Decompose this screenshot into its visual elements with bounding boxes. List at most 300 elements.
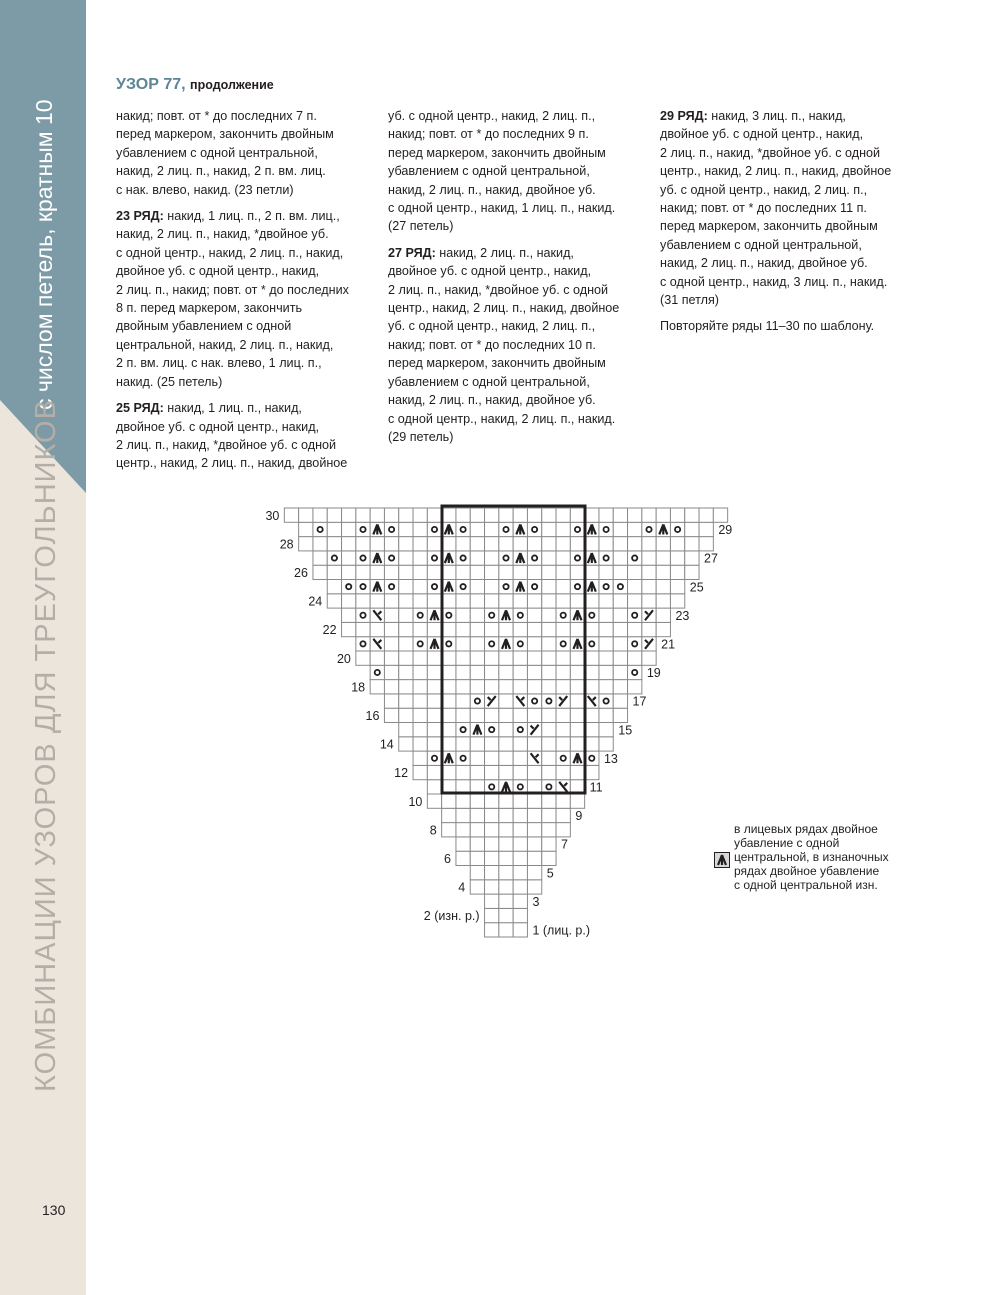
chart-cell	[613, 608, 627, 622]
chart-cell	[442, 708, 456, 722]
row-number-label: 4	[458, 880, 466, 895]
chart-cell	[670, 537, 684, 551]
instruction-text: убавлением с одной центральной,	[388, 164, 590, 179]
chart-cell	[413, 551, 427, 565]
chart-cell	[384, 637, 398, 651]
chart-cell	[342, 622, 356, 636]
instruction-text: накид; повт. от * до последних 9 п.	[388, 127, 589, 142]
chart-cell	[513, 737, 527, 751]
chart-cell	[542, 723, 556, 737]
chart-cell	[570, 565, 584, 579]
chart-cell	[599, 737, 613, 751]
chart-cell	[456, 651, 470, 665]
row-label: 29 РЯД:	[660, 109, 708, 123]
chart-cell	[356, 637, 370, 651]
chart-cell	[456, 508, 470, 522]
chart-cell	[442, 608, 456, 622]
chart-cell	[513, 751, 527, 765]
chart-cell	[556, 680, 570, 694]
chart-cell	[485, 708, 499, 722]
chart-cell	[399, 594, 413, 608]
chart-cell	[656, 594, 670, 608]
chart-cell	[413, 565, 427, 579]
chart-cell	[542, 522, 556, 536]
chart-cell	[384, 680, 398, 694]
chart-cell	[470, 637, 484, 651]
instruction-text: накид; повт. от * до последних 10 п.	[388, 337, 596, 352]
chart-cell	[570, 708, 584, 722]
chart-cell	[485, 794, 499, 808]
chart-cell	[299, 508, 313, 522]
chart-cell	[499, 551, 513, 565]
chart-cell	[485, 565, 499, 579]
chart-cell	[556, 723, 570, 737]
chart-cell	[556, 608, 570, 622]
chart-cell	[642, 622, 656, 636]
chart-cell	[485, 723, 499, 737]
chart-cell	[499, 537, 513, 551]
chart-cell	[542, 537, 556, 551]
chart-cell	[413, 637, 427, 651]
chart-cell	[342, 522, 356, 536]
chart-cell	[613, 680, 627, 694]
instruction-text: перед маркером, закончить двойным	[660, 219, 878, 234]
chart-cell	[513, 665, 527, 679]
chart-cell	[370, 565, 384, 579]
chart-cell	[499, 580, 513, 594]
chart-cell	[599, 694, 613, 708]
row-number-label: 16	[365, 709, 380, 723]
chart-cell	[570, 765, 584, 779]
chart-cell	[370, 508, 384, 522]
chart-cell	[527, 522, 541, 536]
chart-cell	[513, 723, 527, 737]
chart-cell	[427, 680, 441, 694]
chart-cell	[456, 694, 470, 708]
chart-cell	[384, 551, 398, 565]
chart-cell	[470, 651, 484, 665]
chart-cell	[499, 508, 513, 522]
chart-cell	[542, 765, 556, 779]
chart-cell	[485, 551, 499, 565]
chart-cell	[542, 737, 556, 751]
chart-cell	[313, 522, 327, 536]
chart-cell	[542, 551, 556, 565]
row-number-label: 2 (изн. р.)	[423, 909, 480, 924]
chart-cell	[442, 765, 456, 779]
chart-cell	[527, 608, 541, 622]
chart-cell	[485, 622, 499, 636]
chart-cell	[499, 694, 513, 708]
chart-cell	[613, 665, 627, 679]
chart-cell	[556, 665, 570, 679]
chart-cell	[470, 851, 484, 865]
chart-cell	[542, 665, 556, 679]
row-number-label: 8	[429, 823, 437, 838]
chart-cell	[470, 866, 484, 880]
chart-cell	[356, 580, 370, 594]
chart-cell	[470, 794, 484, 808]
chart-cell	[670, 522, 684, 536]
chart-cell	[384, 622, 398, 636]
chart-cell	[399, 723, 413, 737]
chart-cell	[599, 508, 613, 522]
chart-cell	[527, 594, 541, 608]
chart-cell	[670, 565, 684, 579]
chart-cell	[613, 580, 627, 594]
instruction-text: накид, 1 лиц. п., 2 п. вм. лиц.,	[163, 209, 340, 224]
chart-cell	[499, 594, 513, 608]
chart-cell	[556, 594, 570, 608]
chart-cell	[527, 680, 541, 694]
chart-cell	[313, 565, 327, 579]
chart-cell	[542, 622, 556, 636]
chart-cell	[513, 908, 527, 922]
chart-cell	[427, 522, 441, 536]
chart-cell	[599, 651, 613, 665]
chart-cell	[642, 594, 656, 608]
chart-cell	[313, 537, 327, 551]
chart-cell	[513, 594, 527, 608]
chart-cell	[499, 794, 513, 808]
chart-cell	[342, 594, 356, 608]
chart-cell	[513, 765, 527, 779]
chart-cell	[670, 594, 684, 608]
chart-cell	[513, 508, 527, 522]
chart-cell	[542, 651, 556, 665]
chart-cell	[542, 708, 556, 722]
chart-cell	[485, 522, 499, 536]
chart-cell	[456, 637, 470, 651]
instruction-text: 2 лиц. п., накид, *двойное уб. с одной	[660, 145, 881, 160]
chart-cell	[456, 737, 470, 751]
chart-cell	[613, 622, 627, 636]
instruction-text: с нак. влево, накид. (23 петли)	[116, 182, 294, 197]
chart-cell	[427, 765, 441, 779]
chart-cell	[384, 708, 398, 722]
chart-cell	[427, 537, 441, 551]
instruction-text: 8 п. перед маркером, закончить	[116, 301, 303, 316]
chart-cell	[470, 594, 484, 608]
row-number-label: 19	[646, 666, 661, 681]
chart-cell	[470, 537, 484, 551]
chart-cell	[442, 694, 456, 708]
instruction-text: накид. (25 петель)	[116, 374, 223, 389]
chart-cell	[470, 522, 484, 536]
chart-cell	[628, 665, 642, 679]
chart-cell	[527, 808, 541, 822]
chart-cell	[499, 622, 513, 636]
chart-cell	[642, 508, 656, 522]
instruction-text: накид, 3 лиц. п., накид,	[707, 109, 846, 123]
instruction-text: убавлением с одной центральной,	[116, 145, 318, 160]
chart-cell	[427, 622, 441, 636]
chart-cell	[656, 580, 670, 594]
chart-cell	[599, 551, 613, 565]
chart-cell	[456, 665, 470, 679]
chart-cell	[442, 594, 456, 608]
chart-cell	[485, 594, 499, 608]
chart-cell	[585, 737, 599, 751]
double-decrease-icon	[714, 852, 730, 868]
chart-cell	[427, 551, 441, 565]
chart-cell	[485, 665, 499, 679]
row-number-label: 14	[379, 737, 394, 752]
chart-cell	[442, 723, 456, 737]
chart-cell	[399, 508, 413, 522]
chart-cell	[599, 565, 613, 579]
chart-cell	[413, 751, 427, 765]
chart-cell	[342, 580, 356, 594]
chart-cell	[542, 680, 556, 694]
chart-cell	[442, 823, 456, 837]
chart-cell	[527, 665, 541, 679]
chart-cell	[556, 708, 570, 722]
chart-cell	[399, 637, 413, 651]
chart-cell	[613, 508, 627, 522]
chart-cell	[499, 908, 513, 922]
chart-cell	[642, 580, 656, 594]
instruction-text: двойное уб. с одной центр., накид,	[116, 264, 320, 279]
chart-cell	[642, 565, 656, 579]
chart-cell	[442, 737, 456, 751]
chart-cell	[685, 508, 699, 522]
chart-cell	[427, 723, 441, 737]
chart-cell	[513, 923, 527, 937]
chart-cell	[527, 837, 541, 851]
chart-cell	[499, 723, 513, 737]
legend-line: центральной, в изнаночных	[734, 850, 889, 864]
chart-cell	[485, 866, 499, 880]
chart-cell	[442, 637, 456, 651]
pattern-title: УЗОР 77,	[116, 76, 186, 93]
chart-cell	[384, 665, 398, 679]
chart-cell	[427, 580, 441, 594]
chart-cell	[527, 765, 541, 779]
chart-cell	[384, 580, 398, 594]
chart-cell	[499, 880, 513, 894]
chart-cell	[613, 694, 627, 708]
chart-cell	[456, 537, 470, 551]
chart-cell	[399, 708, 413, 722]
chart-cell	[284, 508, 298, 522]
chart-cell	[485, 580, 499, 594]
chart-grid	[284, 508, 727, 937]
instruction-text: накид, 2 лиц. п., накид, 2 п. вм. лиц.	[116, 164, 326, 179]
chart-cell	[327, 537, 341, 551]
chart-cell	[556, 622, 570, 636]
chart-cell	[342, 608, 356, 622]
chart-cell	[656, 622, 670, 636]
chart-cell	[370, 594, 384, 608]
chart-cell	[570, 723, 584, 737]
chart-cell	[356, 608, 370, 622]
chart-cell	[556, 565, 570, 579]
chart-cell	[542, 637, 556, 651]
chart-cell	[613, 565, 627, 579]
chart-cell	[413, 594, 427, 608]
chart-cell	[585, 637, 599, 651]
chart-cell	[585, 537, 599, 551]
chart-cell	[527, 565, 541, 579]
chart-cell	[413, 737, 427, 751]
chart-cell	[570, 651, 584, 665]
chart-cell	[470, 808, 484, 822]
chart-cell	[613, 551, 627, 565]
chart-cell	[442, 665, 456, 679]
chart-cell	[384, 608, 398, 622]
row-number-label: 11	[589, 780, 603, 795]
chart-cell	[327, 551, 341, 565]
chart-cell	[542, 751, 556, 765]
row-number-label: 27	[704, 551, 718, 566]
chart-cell	[485, 751, 499, 765]
chart-cell	[413, 537, 427, 551]
chart-cell	[513, 837, 527, 851]
chart-cell	[542, 508, 556, 522]
instruction-text: 2 п. вм. лиц. с нак. влево, 1 лиц. п.,	[116, 356, 322, 371]
chart-cell	[628, 608, 642, 622]
chart-cell	[470, 665, 484, 679]
chart-cell	[599, 708, 613, 722]
chart-cell	[384, 508, 398, 522]
chart-cell	[370, 537, 384, 551]
chart-cell	[342, 508, 356, 522]
chart-cell	[413, 608, 427, 622]
chart-cell	[599, 665, 613, 679]
chart-cell	[384, 522, 398, 536]
chart-cell	[542, 837, 556, 851]
instruction-text: (31 петля)	[660, 293, 719, 308]
chart-cell	[456, 580, 470, 594]
chart-cell	[442, 680, 456, 694]
legend-line: убавление с одной	[734, 836, 840, 850]
chart-cell	[599, 580, 613, 594]
chart-cell	[485, 894, 499, 908]
chart-cell	[485, 823, 499, 837]
chart-cell	[456, 551, 470, 565]
chart-cell	[456, 765, 470, 779]
instruction-text: накид, 2 лиц. п., накид, двойное уб.	[388, 393, 596, 408]
chart-cell	[485, 923, 499, 937]
chart-cell	[442, 508, 456, 522]
instruction-text: накид; повт. от * до последних 7 п.	[116, 109, 317, 123]
chart-cell	[356, 537, 370, 551]
chart-cell	[399, 737, 413, 751]
chart-cell	[556, 637, 570, 651]
instruction-text: перед маркером, закончить двойным	[388, 356, 606, 371]
chart-cell	[470, 508, 484, 522]
chart-cell	[585, 608, 599, 622]
instruction-text: двойное уб. с одной центр., накид,	[116, 419, 320, 434]
chart-cell	[599, 723, 613, 737]
chart-cell	[599, 680, 613, 694]
chart-cell	[356, 594, 370, 608]
chart-cell	[327, 580, 341, 594]
instruction-text: перед маркером, закончить двойным	[388, 145, 606, 160]
chart-cell	[413, 651, 427, 665]
chart-cell	[485, 737, 499, 751]
chart-cell	[485, 908, 499, 922]
chart-cell	[356, 651, 370, 665]
chart-cell	[527, 851, 541, 865]
chart-cell	[413, 622, 427, 636]
row-number-label: 29	[718, 523, 733, 538]
chart-cell	[513, 894, 527, 908]
chart-cell	[570, 508, 584, 522]
chart-cell	[685, 551, 699, 565]
row-number-label: 30	[265, 508, 280, 523]
chart-cell	[342, 565, 356, 579]
chart-cell	[527, 794, 541, 808]
chart-cell	[313, 551, 327, 565]
chart-cell	[399, 694, 413, 708]
chart-cell	[499, 737, 513, 751]
chart-cell	[470, 608, 484, 622]
chart-cell	[399, 651, 413, 665]
chart-cell	[513, 808, 527, 822]
chart-cell	[527, 694, 541, 708]
chart-cell	[585, 665, 599, 679]
chart-cell	[513, 708, 527, 722]
chart-cell	[542, 565, 556, 579]
chart-cell	[628, 680, 642, 694]
chart-cell	[513, 637, 527, 651]
chart-cell	[513, 622, 527, 636]
chart-cell	[427, 594, 441, 608]
chart-cell	[585, 708, 599, 722]
legend-line: рядах двойное убавление	[734, 864, 880, 878]
chart-cell	[628, 551, 642, 565]
chart-cell	[585, 751, 599, 765]
chart-cell	[427, 794, 441, 808]
chart-cell	[556, 737, 570, 751]
chart-cell	[527, 508, 541, 522]
chart-cell	[399, 680, 413, 694]
row-number-label: 15	[618, 723, 633, 738]
instruction-text: накид, 1 лиц. п., накид,	[163, 401, 302, 416]
chart-cell	[642, 551, 656, 565]
chart-cell	[470, 580, 484, 594]
chart-cell	[513, 565, 527, 579]
chart-cell	[399, 537, 413, 551]
chart-cell	[642, 651, 656, 665]
chart-cell	[599, 537, 613, 551]
chart-cell	[599, 594, 613, 608]
chart-cell	[356, 508, 370, 522]
chart-cell	[427, 737, 441, 751]
instruction-text: с одной центр., накид, 1 лиц. п., накид.	[388, 201, 616, 216]
chart-cell	[384, 651, 398, 665]
row-number-label: 12	[394, 766, 409, 781]
chart-cell	[399, 665, 413, 679]
chart-cell	[470, 880, 484, 894]
chart-cell	[570, 622, 584, 636]
chart-cell	[470, 837, 484, 851]
row-number-label: 24	[308, 594, 323, 609]
chart-cell	[527, 823, 541, 837]
chart-cell	[399, 565, 413, 579]
chart-cell	[399, 551, 413, 565]
row-number-label: 3	[532, 894, 540, 909]
legend-line: с одной центральной изн.	[734, 878, 878, 892]
chart-cell	[499, 808, 513, 822]
chart-cell	[656, 508, 670, 522]
row-number-label: 18	[351, 680, 366, 695]
chart-cell	[556, 651, 570, 665]
chart-cell	[542, 608, 556, 622]
chart-cell	[585, 508, 599, 522]
